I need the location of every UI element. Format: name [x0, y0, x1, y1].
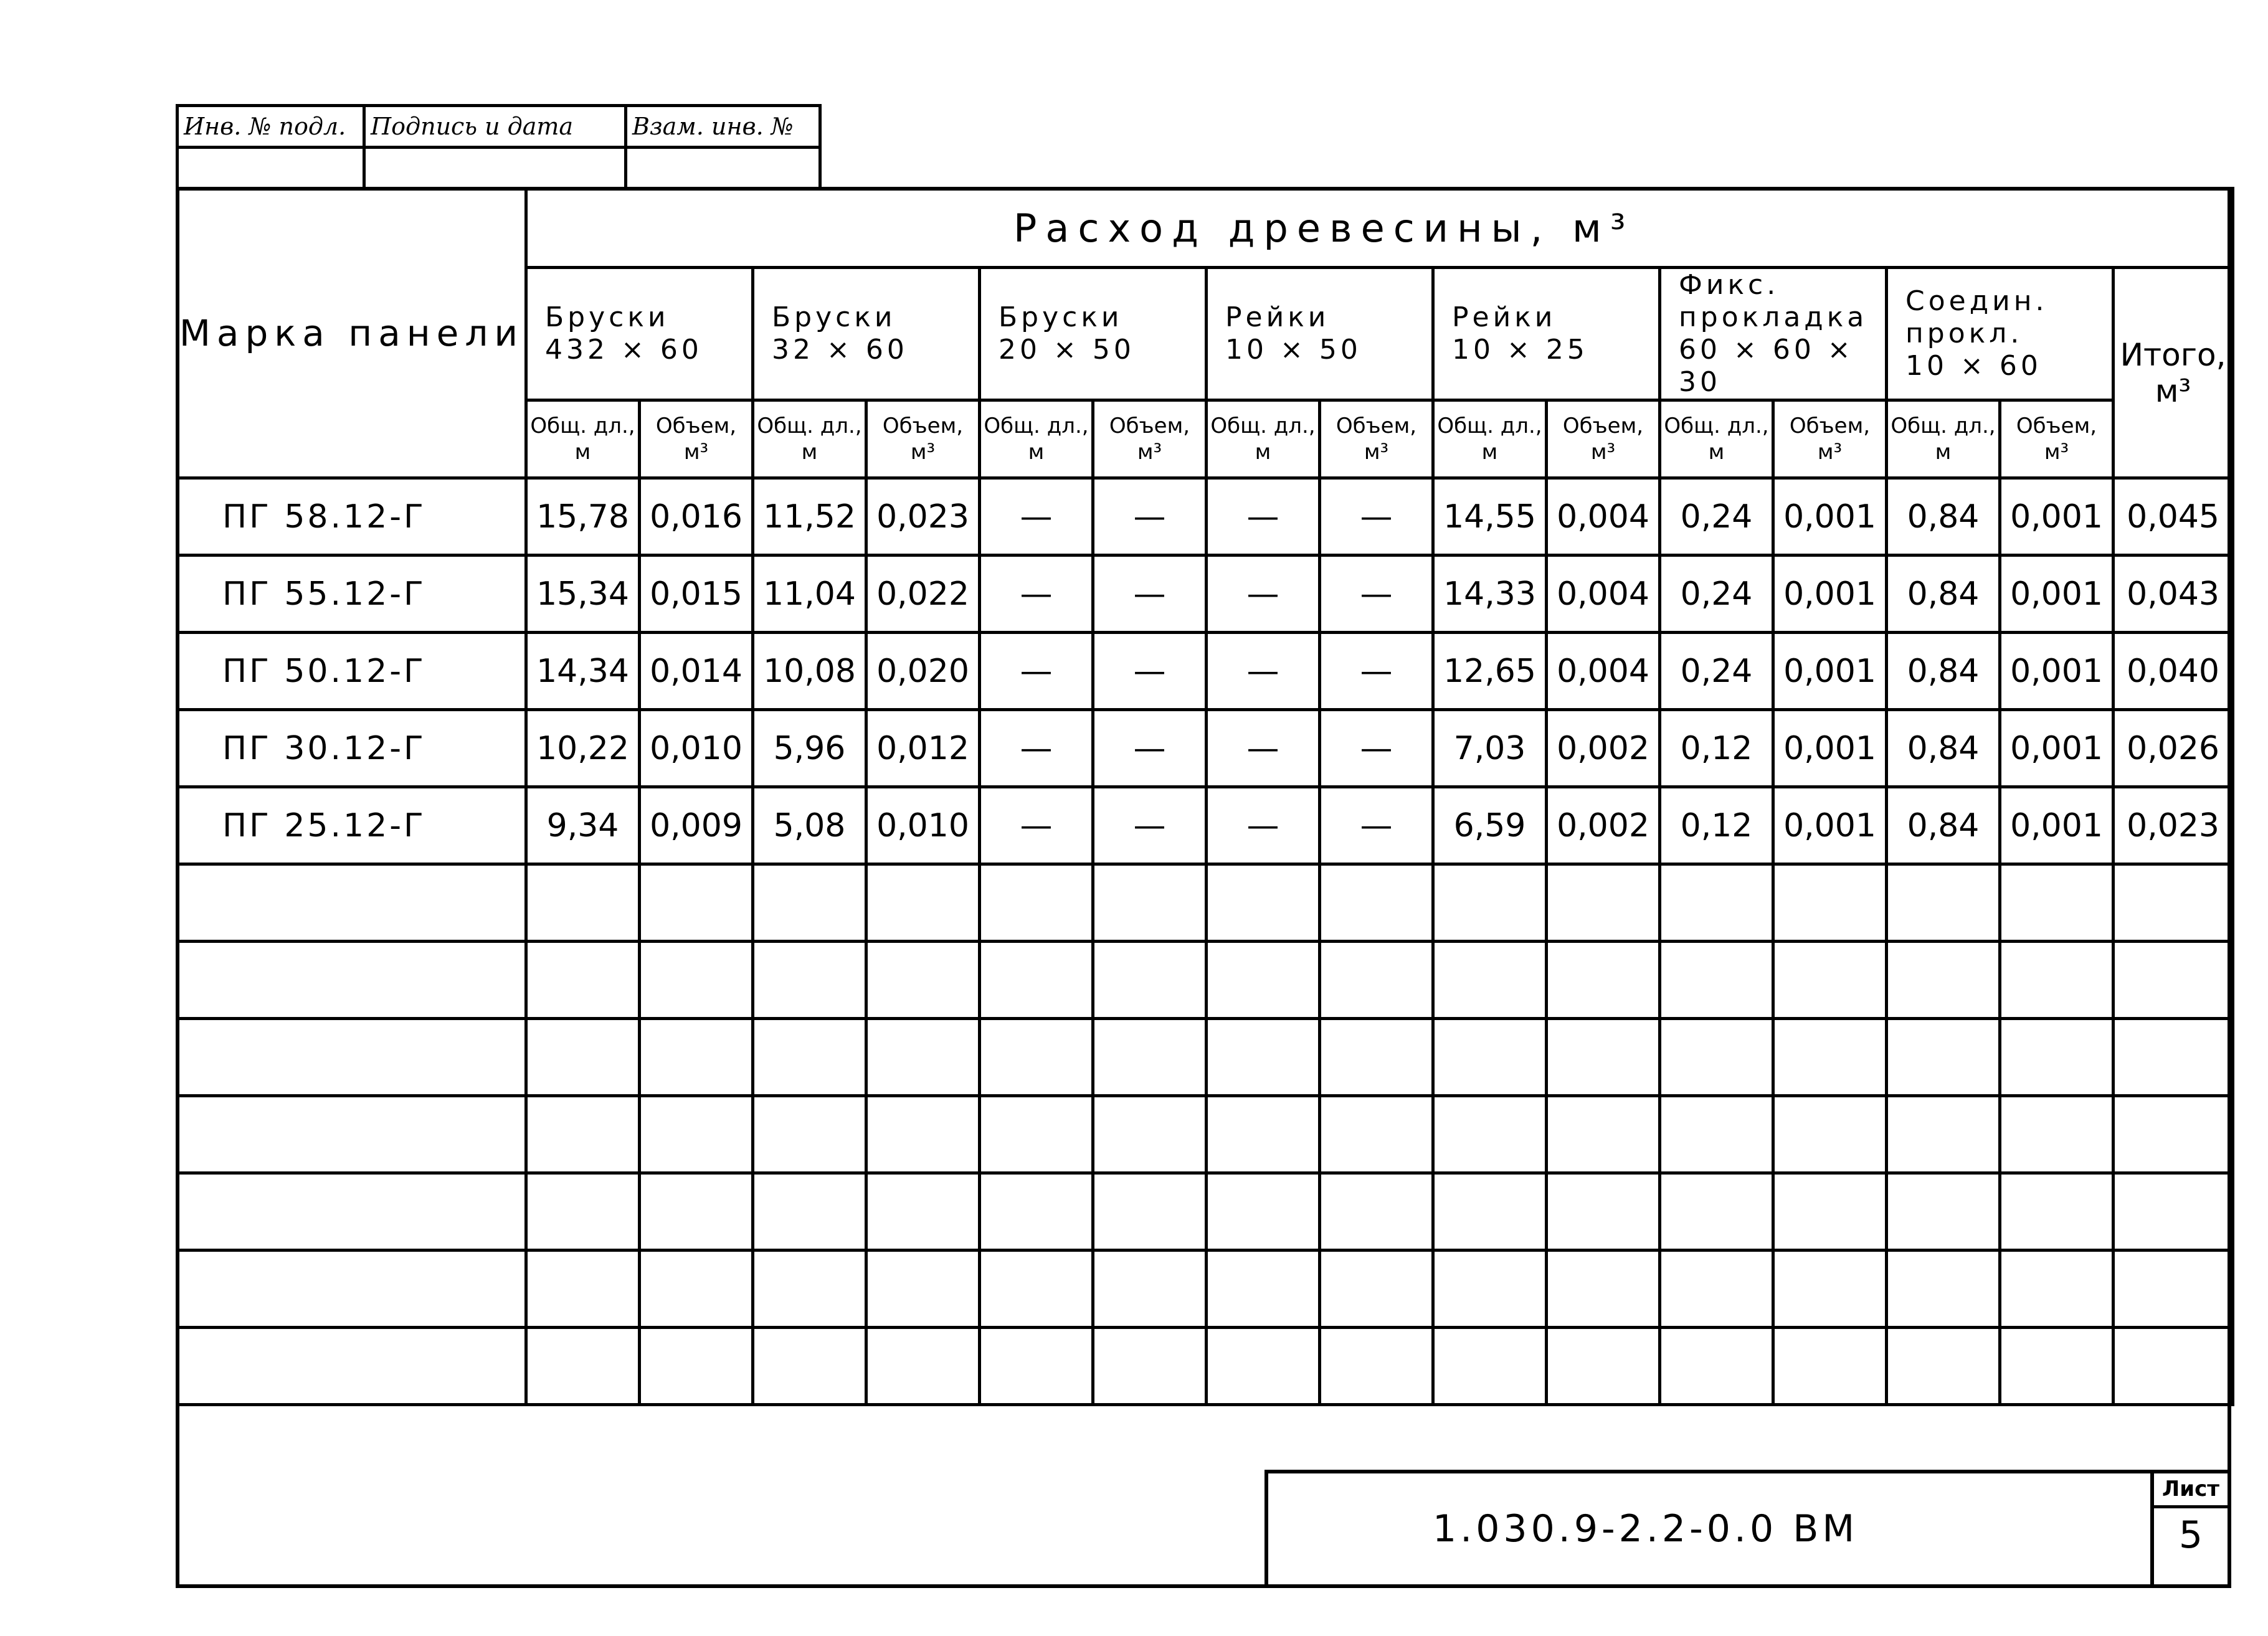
empty-row — [178, 864, 2233, 942]
value-cell: 0,001 — [1773, 556, 1887, 633]
value-cell: 0,010 — [866, 787, 980, 864]
stamp-signature-value — [364, 148, 626, 189]
empty-cell — [178, 1019, 526, 1096]
value-cell: 15,34 — [526, 556, 640, 633]
empty-cell — [1433, 1173, 1547, 1251]
empty-cell — [1433, 864, 1547, 942]
empty-cell — [980, 1251, 1093, 1328]
value-cell: 7,03 — [1433, 710, 1547, 787]
volume-subheader: Объем, м³ — [1093, 400, 1207, 478]
value-cell: 0,012 — [866, 710, 980, 787]
volume-subheader: Объем, м³ — [2000, 400, 2114, 478]
empty-cell — [1207, 1019, 1320, 1096]
empty-cell — [753, 942, 866, 1019]
empty-cell — [2114, 1251, 2233, 1328]
empty-cell — [178, 942, 526, 1019]
table-row — [178, 633, 2233, 710]
empty-cell — [1773, 1096, 1887, 1173]
panel-mark: ПГ 30.12-Г — [178, 710, 526, 787]
group-size: 432 × 60 — [545, 334, 703, 366]
value-cell: 0,24 — [1660, 556, 1773, 633]
empty-cell — [1547, 1019, 1660, 1096]
value-cell: 0,001 — [1773, 710, 1887, 787]
empty-cell — [1773, 1328, 1887, 1405]
group-size: 10 × 50 — [1225, 334, 1362, 366]
empty-cell — [1093, 1019, 1207, 1096]
group-size: 60 × 60 × 30 — [1679, 334, 1854, 398]
value-cell: 0,12 — [1660, 787, 1773, 864]
total-cell: 0,045 — [2114, 478, 2233, 556]
group-header — [1660, 268, 1887, 400]
group-size: 10 × 60 — [1905, 350, 2042, 382]
empty-cell — [1660, 1251, 1773, 1328]
stamp-signature-label: Подпись и дата — [364, 106, 626, 148]
value-cell: — — [1320, 478, 1433, 556]
empty-cell — [2114, 1096, 2233, 1173]
empty-cell — [1547, 1173, 1660, 1251]
empty-cell — [1773, 1173, 1887, 1251]
value-cell: — — [1320, 787, 1433, 864]
empty-cell — [1547, 1328, 1660, 1405]
value-cell: 15,78 — [526, 478, 640, 556]
value-cell: 0,004 — [1547, 478, 1660, 556]
empty-cell — [866, 942, 980, 1019]
group-name: Бруски — [545, 301, 670, 333]
empty-cell — [1887, 1096, 2000, 1173]
empty-row — [178, 1173, 2233, 1251]
empty-cell — [1547, 942, 1660, 1019]
length-subheader: Общ. дл., м — [980, 400, 1093, 478]
empty-cell — [526, 942, 640, 1019]
value-cell: — — [1207, 787, 1320, 864]
value-cell: 0,016 — [640, 478, 753, 556]
value-cell: 0,014 — [640, 633, 753, 710]
table-row — [178, 478, 2233, 556]
value-cell: 0,001 — [2000, 787, 2114, 864]
empty-cell — [753, 1173, 866, 1251]
empty-cell — [866, 1328, 980, 1405]
empty-cell — [1093, 1328, 1207, 1405]
total-cell: 0,040 — [2114, 633, 2233, 710]
empty-cell — [980, 1019, 1093, 1096]
value-cell: 9,34 — [526, 787, 640, 864]
group-name: Рейки — [1452, 301, 1557, 333]
empty-cell — [1093, 1173, 1207, 1251]
empty-cell — [980, 1328, 1093, 1405]
value-cell: — — [1207, 556, 1320, 633]
value-cell: 0,023 — [866, 478, 980, 556]
volume-subheader: Объем, м³ — [1547, 400, 1660, 478]
total-cell: 0,026 — [2114, 710, 2233, 787]
empty-cell — [2114, 1019, 2233, 1096]
volume-subheader: Объем, м³ — [640, 400, 753, 478]
empty-cell — [1320, 864, 1433, 942]
empty-cell — [753, 864, 866, 942]
empty-cell — [2000, 1328, 2114, 1405]
value-cell: 0,001 — [1773, 478, 1887, 556]
empty-cell — [526, 1096, 640, 1173]
empty-cell — [1547, 1096, 1660, 1173]
value-cell: — — [980, 556, 1093, 633]
length-subheader: Общ. дл., м — [1660, 400, 1773, 478]
empty-cell — [640, 942, 753, 1019]
empty-cell — [1207, 1173, 1320, 1251]
empty-cell — [526, 1019, 640, 1096]
empty-cell — [1207, 942, 1320, 1019]
value-cell: 0,004 — [1547, 556, 1660, 633]
empty-cell — [2114, 1328, 2233, 1405]
value-cell: 10,08 — [753, 633, 866, 710]
value-cell: 0,84 — [1887, 556, 2000, 633]
empty-cell — [1773, 942, 1887, 1019]
value-cell: 0,001 — [2000, 478, 2114, 556]
empty-cell — [1887, 1251, 2000, 1328]
empty-cell — [1887, 864, 2000, 942]
empty-cell — [753, 1328, 866, 1405]
empty-cell — [526, 864, 640, 942]
length-subheader: Общ. дл., м — [1207, 400, 1320, 478]
stamp-inv-label: Инв. № подл. — [178, 106, 364, 148]
stamp-replace-label: Взам. инв. № — [626, 106, 820, 148]
empty-cell — [1433, 1251, 1547, 1328]
volume-subheader: Объем, м³ — [866, 400, 980, 478]
empty-cell — [178, 1096, 526, 1173]
empty-cell — [1207, 1328, 1320, 1405]
empty-cell — [1887, 1173, 2000, 1251]
value-cell: 0,001 — [2000, 556, 2114, 633]
value-cell: 11,04 — [753, 556, 866, 633]
empty-cell — [2000, 1096, 2114, 1173]
group-header — [753, 268, 980, 400]
value-cell: 14,55 — [1433, 478, 1547, 556]
panel-mark: ПГ 55.12-Г — [178, 556, 526, 633]
value-cell: 0,001 — [1773, 633, 1887, 710]
value-cell: — — [1207, 633, 1320, 710]
value-cell: 0,84 — [1887, 787, 2000, 864]
value-cell: — — [1093, 787, 1207, 864]
empty-cell — [753, 1251, 866, 1328]
empty-cell — [980, 864, 1093, 942]
value-cell: — — [1320, 710, 1433, 787]
value-cell: 0,001 — [2000, 710, 2114, 787]
empty-cell — [1093, 864, 1207, 942]
empty-cell — [526, 1328, 640, 1405]
table-row — [178, 556, 2233, 633]
empty-cell — [1433, 1328, 1547, 1405]
value-cell: — — [1093, 633, 1207, 710]
group-name: Соедин. прокл. — [1905, 285, 2048, 349]
empty-cell — [753, 1019, 866, 1096]
group-header — [1207, 268, 1433, 400]
value-cell: 0,84 — [1887, 633, 2000, 710]
group-header — [1433, 268, 1660, 400]
empty-cell — [2000, 942, 2114, 1019]
value-cell: 0,001 — [2000, 633, 2114, 710]
empty-cell — [1660, 1328, 1773, 1405]
document-number: 1.030.9-2.2-0.0 ВМ — [1433, 1507, 1859, 1551]
wood-consumption-table — [176, 187, 2234, 1406]
empty-cell — [1660, 1019, 1773, 1096]
empty-cell — [980, 1173, 1093, 1251]
value-cell: — — [1207, 478, 1320, 556]
value-cell: 0,022 — [866, 556, 980, 633]
stamp-inv-value — [178, 148, 364, 189]
approval-stamp — [176, 104, 822, 191]
empty-cell — [1887, 1019, 2000, 1096]
empty-cell — [640, 1019, 753, 1096]
table-title: Расход древесины, м³ — [526, 189, 2233, 268]
group-name: Бруски — [772, 301, 896, 333]
value-cell: 0,002 — [1547, 710, 1660, 787]
value-cell: — — [1320, 556, 1433, 633]
empty-row — [178, 1096, 2233, 1173]
empty-cell — [1320, 942, 1433, 1019]
value-cell: — — [1207, 710, 1320, 787]
value-cell: 11,52 — [753, 478, 866, 556]
value-cell: 14,34 — [526, 633, 640, 710]
empty-cell — [1207, 864, 1320, 942]
value-cell: 0,001 — [1773, 787, 1887, 864]
value-cell: — — [1093, 478, 1207, 556]
total-cell: 0,043 — [2114, 556, 2233, 633]
value-cell: — — [1320, 633, 1433, 710]
value-cell: — — [980, 478, 1093, 556]
empty-row — [178, 1328, 2233, 1405]
empty-cell — [1773, 864, 1887, 942]
empty-cell — [1660, 942, 1773, 1019]
empty-cell — [2000, 1173, 2114, 1251]
empty-cell — [178, 1173, 526, 1251]
value-cell: 5,08 — [753, 787, 866, 864]
value-cell: 0,020 — [866, 633, 980, 710]
empty-cell — [2000, 1251, 2114, 1328]
empty-cell — [640, 864, 753, 942]
total-cell: 0,023 — [2114, 787, 2233, 864]
empty-cell — [1320, 1173, 1433, 1251]
group-name: Бруски — [999, 301, 1123, 333]
value-cell: 0,24 — [1660, 633, 1773, 710]
value-cell: 12,65 — [1433, 633, 1547, 710]
value-cell: — — [1093, 710, 1207, 787]
sheet-label: Лист — [2150, 1470, 2231, 1508]
group-name: Рейки — [1225, 301, 1330, 333]
empty-cell — [178, 1328, 526, 1405]
empty-cell — [640, 1328, 753, 1405]
empty-cell — [1093, 1096, 1207, 1173]
empty-cell — [866, 1251, 980, 1328]
value-cell: — — [980, 787, 1093, 864]
empty-cell — [640, 1173, 753, 1251]
empty-cell — [1887, 1328, 2000, 1405]
empty-cell — [1207, 1251, 1320, 1328]
empty-row — [178, 1251, 2233, 1328]
empty-cell — [1093, 942, 1207, 1019]
value-cell: 14,33 — [1433, 556, 1547, 633]
table-row — [178, 710, 2233, 787]
value-cell: 0,015 — [640, 556, 753, 633]
empty-cell — [2114, 864, 2233, 942]
value-cell: 10,22 — [526, 710, 640, 787]
group-name: Фикс. прокладка — [1679, 269, 1868, 333]
empty-cell — [2114, 942, 2233, 1019]
volume-subheader: Объем, м³ — [1320, 400, 1433, 478]
group-size: 20 × 50 — [999, 334, 1135, 366]
empty-cell — [753, 1096, 866, 1173]
empty-cell — [1547, 864, 1660, 942]
empty-cell — [1773, 1019, 1887, 1096]
length-subheader: Общ. дл., м — [1433, 400, 1547, 478]
empty-cell — [2000, 1019, 2114, 1096]
empty-cell — [526, 1251, 640, 1328]
group-size: 10 × 25 — [1452, 334, 1588, 366]
table-row — [178, 787, 2233, 864]
empty-cell — [866, 1096, 980, 1173]
group-header — [1887, 268, 2114, 400]
value-cell: 0,84 — [1887, 710, 2000, 787]
empty-cell — [866, 1173, 980, 1251]
value-cell: 0,004 — [1547, 633, 1660, 710]
empty-row — [178, 1019, 2233, 1096]
empty-cell — [1547, 1251, 1660, 1328]
empty-cell — [866, 1019, 980, 1096]
length-subheader: Общ. дл., м — [1887, 400, 2000, 478]
empty-cell — [1660, 1173, 1773, 1251]
empty-cell — [1320, 1019, 1433, 1096]
empty-cell — [178, 1251, 526, 1328]
empty-cell — [1433, 942, 1547, 1019]
value-cell: 0,84 — [1887, 478, 2000, 556]
value-cell: 0,009 — [640, 787, 753, 864]
empty-cell — [1773, 1251, 1887, 1328]
header-row-title — [178, 189, 2233, 268]
itogo-header: Итого, м³ — [2114, 268, 2233, 478]
group-header — [980, 268, 1207, 400]
empty-cell — [1660, 864, 1773, 942]
value-cell: 0,12 — [1660, 710, 1773, 787]
empty-cell — [1887, 942, 2000, 1019]
empty-cell — [1660, 1096, 1773, 1173]
empty-cell — [1433, 1096, 1547, 1173]
stamp-replace-value — [626, 148, 820, 189]
length-subheader: Общ. дл., м — [753, 400, 866, 478]
empty-cell — [1093, 1251, 1207, 1328]
empty-cell — [2000, 864, 2114, 942]
empty-row — [178, 942, 2233, 1019]
empty-cell — [640, 1096, 753, 1173]
panel-mark: ПГ 25.12-Г — [178, 787, 526, 864]
empty-cell — [1320, 1251, 1433, 1328]
empty-cell — [178, 864, 526, 942]
group-size: 32 × 60 — [772, 334, 908, 366]
value-cell: 5,96 — [753, 710, 866, 787]
marka-header: Марка панели — [178, 189, 526, 478]
panel-mark: ПГ 50.12-Г — [178, 633, 526, 710]
empty-cell — [2114, 1173, 2233, 1251]
empty-cell — [980, 1096, 1093, 1173]
value-cell: 6,59 — [1433, 787, 1547, 864]
empty-cell — [1433, 1019, 1547, 1096]
empty-cell — [526, 1173, 640, 1251]
empty-cell — [1207, 1096, 1320, 1173]
empty-cell — [640, 1251, 753, 1328]
value-cell: 0,002 — [1547, 787, 1660, 864]
empty-cell — [1320, 1328, 1433, 1405]
empty-cell — [866, 864, 980, 942]
sheet-number: 5 — [2178, 1513, 2203, 1557]
value-cell: 0,010 — [640, 710, 753, 787]
empty-cell — [1320, 1096, 1433, 1173]
value-cell: — — [1093, 556, 1207, 633]
length-subheader: Общ. дл., м — [526, 400, 640, 478]
group-header — [526, 268, 753, 400]
value-cell: — — [980, 633, 1093, 710]
empty-cell — [980, 942, 1093, 1019]
volume-subheader: Объем, м³ — [1773, 400, 1887, 478]
panel-mark: ПГ 58.12-Г — [178, 478, 526, 556]
value-cell: 0,24 — [1660, 478, 1773, 556]
value-cell: — — [980, 710, 1093, 787]
